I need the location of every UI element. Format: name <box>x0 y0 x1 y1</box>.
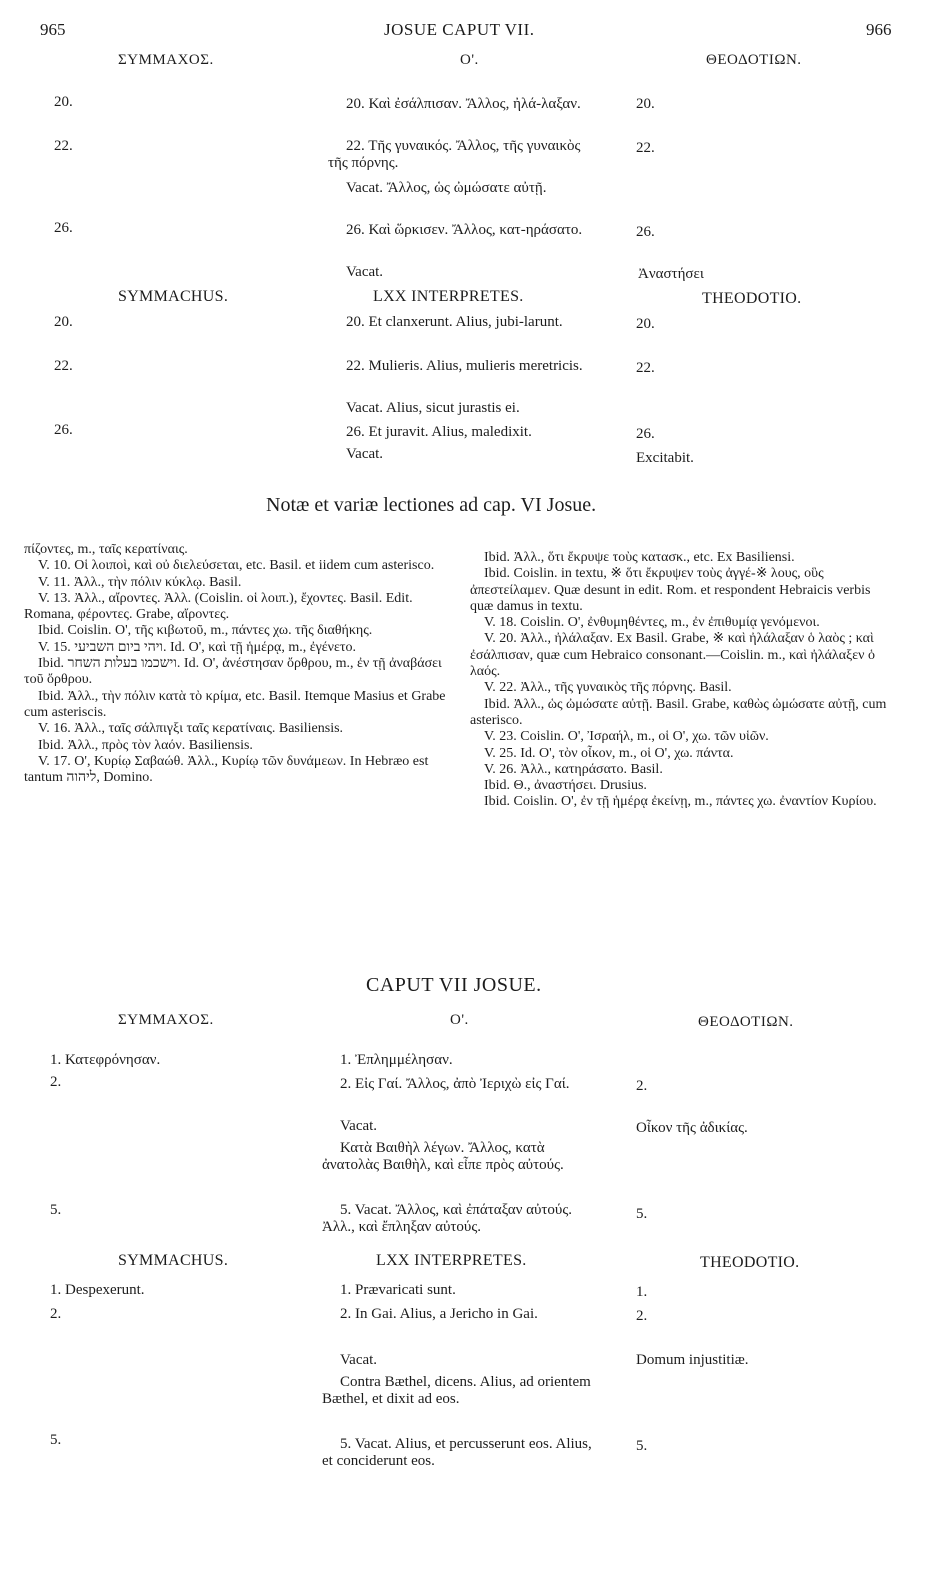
lxx-reading: 26. Καὶ ὥρκισεν. Ἄλλος, κατ-ηράσατο. <box>346 222 583 238</box>
lxx-reading: 22. Τῆς γυναικός. Ἄλλος, τῆς γυναικὸς τῆς πόρνης. <box>328 138 581 171</box>
lxx-translation: 26. Et juravit. Alius, maledixit. <box>346 424 532 440</box>
column-head-theodotion-greek: ΘΕΟΔΟΤΙΩΝ. <box>698 1014 794 1030</box>
lxx-translation: 2. In Gai. Alius, a Jericho in Gai. <box>340 1306 538 1322</box>
note-entry: V. 26. Ἀλλ., κατηράσατο. Basil. <box>484 761 663 777</box>
note-entry: V. 15. ויהי ביום השביעי. Id. O', καὶ τῇ ἡμέρᾳ, m., ἐγένετο. <box>38 639 356 655</box>
note-entry: Ibid. Coislin. in textu, ※ ὅτι ἔκρυψεν τοὺς ἀγγέ-※ λους, οὓς ἀπεστείλαμεν. Quæ desunt in edit. Rom. et respondent Hebraicis verbis quæ damus in textu. <box>470 566 871 614</box>
note-entry: V. 16. Ἀλλ., ταῖς σάλπιγξι ταῖς κερατίναις. Basiliensis. <box>38 721 344 737</box>
verse-number-right: 26. <box>636 426 655 442</box>
column-head-lxx-latin: LXX INTERPRETES. <box>376 1252 527 1269</box>
theodotion-translation: Domum injustitiæ. <box>636 1352 749 1368</box>
symmachus-reading: 1. Κατεφρόνησαν. <box>50 1052 161 1068</box>
running-title: JOSUE CAPUT VII. <box>384 20 535 39</box>
note-entry: Ibid. Coislin. O', ἐν τῇ ἡμέρᾳ ἐκείνῃ, m., πάντες χω. ἐναντίον Κυρίου. <box>484 794 877 810</box>
verse-number-right: 20. <box>636 316 655 332</box>
verse-number-right: 2. <box>636 1308 648 1324</box>
note-entry: V. 18. Coislin. O', ἐνθυμηθέντες, m., ἐν ἐπιθυμίᾳ γενόμενοι. <box>484 615 820 631</box>
verse-number-right: 1. <box>636 1284 648 1300</box>
column-head-symmachus-greek: ΣΥΜΜΑΧΟΣ. <box>118 52 214 68</box>
note-entry: πίζοντες, m., ταῖς κερατίναις. <box>24 542 188 557</box>
lxx-reading: 2. Εἰς Γαί. Ἄλλος, ἀπὸ Ἰεριχὼ εἰς Γαί. <box>340 1076 570 1092</box>
note-entry: V. 17. O', Κυρίῳ Σαβαώθ. Ἀλλ., Κυρίῳ τῶν δυνάμεων. In Hebræo est tantum ליהוה, Domino. <box>24 753 429 786</box>
note-entry: V. 23. Coislin. O', Ἰσραήλ, m., οἱ O', χω. τῶν υἱῶν. <box>484 729 769 745</box>
note-entry: Ibid. Ἀλλ., τὴν πόλιν κατὰ τὸ κρίμα, etc. Basil. Itemque Masius et Grabe cum asteriscis. <box>24 688 446 720</box>
verse-number-left: 2. <box>50 1306 62 1322</box>
verse-number-left: 2. <box>50 1074 62 1090</box>
note-entry: Ibid. Ἀλλ., ὅτι ἔκρυψε τοὺς κατασκ., etc. Ex Basiliensi. <box>484 550 795 565</box>
lxx-reading: Vacat. <box>346 264 384 280</box>
page-number-right: 966 <box>866 20 892 39</box>
column-head-symmachus-latin: SYMMACHUS. <box>118 1252 229 1269</box>
notes-title: Notæ et variæ lectiones ad cap. VI Josue. <box>266 494 597 516</box>
verse-number-left: 20. <box>54 314 73 330</box>
verse-number-left: 26. <box>54 422 73 438</box>
lxx-reading: Vacat. Ἄλλος, ὡς ὠμώσατε αὐτῇ. <box>346 180 547 196</box>
column-head-theodotion-latin: THEODOTIO. <box>700 1254 800 1271</box>
verse-number-right: 5. <box>636 1438 648 1454</box>
chapter-title: CAPUT VII JOSUE. <box>366 974 542 996</box>
verse-number-right: 22. <box>636 140 655 156</box>
column-head-symmachus-greek: ΣΥΜΜΑΧΟΣ. <box>118 1012 214 1028</box>
verse-number-left: 22. <box>54 138 73 154</box>
theodotion-reading: Ἀναστήσει <box>638 266 704 282</box>
note-entry: V. 13. Ἀλλ., αἴροντες. Ἀλλ. (Coislin. οἱ λοιπ.), ἔχοντες. Basil. Edit. Romana, φέροντες. Grabe, αἴροντες. <box>24 590 413 623</box>
note-entry: V. 20. Ἀλλ., ἠλάλαξαν. Ex Basil. Grabe, ※ καὶ ἠλάλαξαν ὁ λαὸς ; καὶ ἐσάλπισαν, quæ cum Hebraico consonant.—Coislin. m., καὶ ἠλάλαξεν ὁ λαός. <box>470 631 876 680</box>
note-entry: Ibid. Ἀλλ., ὡς ὠμώσατε αὐτῇ. Basil. Grabe, καθὼς ὠμώσατε αὐτῇ, cum asterisco. <box>470 696 887 728</box>
note-entry: V. 22. Ἀλλ., τῆς γυναικὸς τῆς πόρνης. Basil. <box>484 680 732 696</box>
lxx-reading: 5. Vacat. Ἄλλος, καὶ ἐπάταξαν αὐτούς. Ἀλλ., καὶ ἔπληξαν αὐτούς. <box>322 1202 573 1235</box>
verse-number-right: 22. <box>636 360 655 376</box>
theodotion-translation: Excitabit. <box>636 450 694 466</box>
verse-number-right: 5. <box>636 1206 648 1222</box>
page-number-left: 965 <box>40 20 66 39</box>
column-head-lxx-latin: LXX INTERPRETES. <box>373 288 524 305</box>
verse-number-left: 26. <box>54 220 73 236</box>
note-entry: V. 10. Οἱ λοιποὶ, καὶ οὐ διελεύσεται, etc. Basil. et iidem cum asterisco. <box>38 558 435 574</box>
lxx-reading: Κατὰ Βαιθὴλ λέγων. Ἄλλος, κατὰ ἀνατολὰς Βαιθὴλ, καὶ εἶπε πρὸς αὐτούς. <box>322 1140 564 1173</box>
lxx-translation: 5. Vacat. Alius, et percusserunt eos. Alius, et conciderunt eos. <box>322 1436 592 1469</box>
lxx-translation: Vacat. <box>340 1352 378 1368</box>
theodotion-reading: Οἶκον τῆς ἀδικίας. <box>636 1120 748 1136</box>
lxx-reading: 1. Ἐπλημμέλησαν. <box>340 1052 453 1068</box>
column-head-symmachus-latin: SYMMACHUS. <box>118 288 229 305</box>
symmachus-translation: 1. Despexerunt. <box>50 1282 145 1298</box>
lxx-reading: Vacat. <box>340 1118 378 1134</box>
note-entry: Ibid. Ἀλλ., πρὸς τὸν λαόν. Basiliensis. <box>38 737 253 753</box>
note-entry: Ibid. Coislin. O', τῆς κιβωτοῦ, m., πάντες χω. τῆς διαθήκης. <box>38 623 373 639</box>
note-entry: V. 25. Id. O', τὸν οἶκον, m., οἱ O', χω. πάντα. <box>484 745 734 761</box>
column-head-theodotion-greek: ΘΕΟΔΟΤΙΩΝ. <box>706 52 802 68</box>
note-entry: V. 11. Ἀλλ., τὴν πόλιν κύκλῳ. Basil. <box>38 574 242 590</box>
note-entry: Ibid. וישכמו בעלות השחר. Id. O', ἀνέστησαν ὄρθρου, m., ἐν τῇ ἀναβάσει τοῦ ὄρθρου. <box>24 656 442 688</box>
lxx-translation: Vacat. Alius, sicut jurastis ei. <box>346 400 520 416</box>
lxx-translation: 22. Mulieris. Alius, mulieris meretricis. <box>346 358 583 374</box>
verse-number-right: 26. <box>636 224 655 240</box>
note-entry: Ibid. Θ., ἀναστήσει. Drusius. <box>484 778 647 794</box>
verse-number-right: 20. <box>636 96 655 112</box>
verse-number-left: 5. <box>50 1202 62 1218</box>
verse-number-left: 22. <box>54 358 73 374</box>
column-head-theodotion-latin: THEODOTIO. <box>702 290 802 307</box>
verse-number-left: 5. <box>50 1432 62 1448</box>
lxx-translation: Vacat. <box>346 446 384 462</box>
verse-number-left: 20. <box>54 94 73 110</box>
notes-right-column <box>470 550 894 811</box>
lxx-translation: Contra Bæthel, dicens. Alius, ad orientem Bæthel, et dixit ad eos. <box>322 1374 591 1407</box>
lxx-reading: 20. Καὶ ἐσάλπισαν. Ἄλλος, ἠλά-λαξαν. <box>346 96 581 112</box>
lxx-translation: 1. Prævaricati sunt. <box>340 1282 456 1298</box>
verse-number-right: 2. <box>636 1078 648 1094</box>
notes-left-column <box>24 542 452 786</box>
column-head-lxx-greek: O'. <box>460 52 479 68</box>
lxx-translation: 20. Et clanxerunt. Alius, jubi-larunt. <box>346 314 563 330</box>
column-head-lxx-greek: O'. <box>450 1012 469 1028</box>
